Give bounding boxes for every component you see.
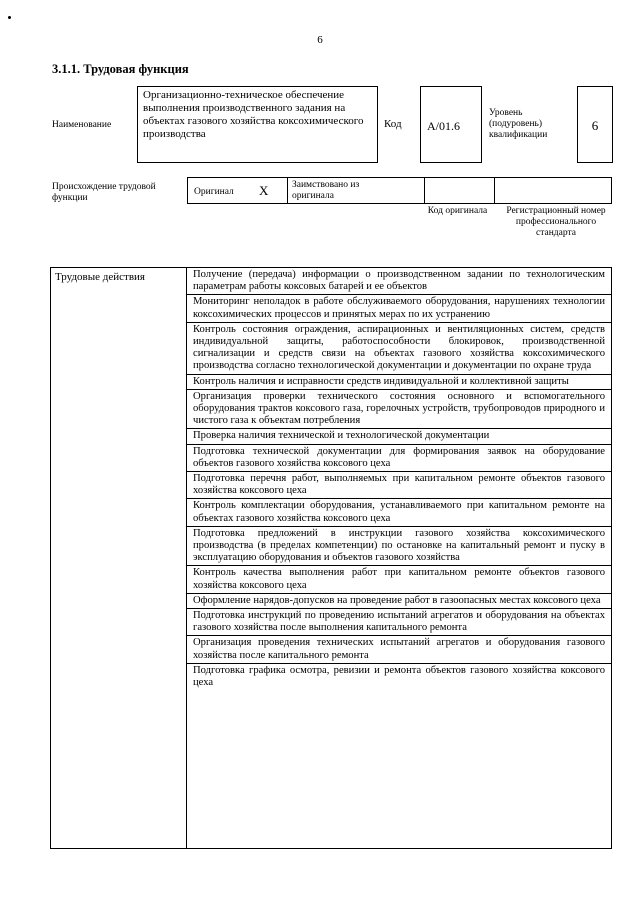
section-title: 3.1.1. Трудовая функция bbox=[52, 62, 189, 76]
table-row: Контроль наличия и исправности средств индивидуальной и коллективной защиты bbox=[187, 375, 611, 390]
table-row: Контроль состояния ограждения, аспирационных и вентиляционных систем, средств индивидуальной защиты, работоспособности блокировок, производственной сигнализации и средств связи на объектах газового хозяйства коксохимического производства согласно технологической документации и документации по охране труда bbox=[187, 323, 611, 375]
origin-divider-2 bbox=[424, 178, 425, 203]
name-value: Организационно-техническое обеспечение выполнения производственного задания на объектах газового хозяйства коксохимического производства bbox=[143, 89, 364, 140]
origin-divider-1 bbox=[287, 178, 288, 203]
reg-number-label: Регистрационный номер профессионального стандарта bbox=[506, 206, 606, 238]
name-label: Наименование bbox=[52, 120, 112, 130]
table-row: Мониторинг неполадок в работе обслуживаемого оборудования, нарушениях технологии коксохимических процессов и принятых мерах по их устранению bbox=[187, 295, 611, 322]
table-row: Получение (передача) информации о производственном задании по технологическим параметрам работы коксовых батарей и ее объектов bbox=[187, 268, 611, 295]
origin-label: Происхождение трудовой функции bbox=[52, 182, 156, 203]
code-original-label: Код оригинала bbox=[427, 206, 488, 216]
code-value: А/01.6 bbox=[427, 119, 460, 133]
table-row: Подготовка технической документации для формирования заявок на оборудование объектов газового хозяйства коксового цеха bbox=[187, 445, 611, 472]
scan-speck bbox=[8, 16, 11, 19]
level-label: Уровень (подуровень) квалификации bbox=[489, 108, 548, 140]
table-row: Подготовка перечня работ, выполняемых при капитальном ремонте объектов газового хозяйства коксового цеха bbox=[187, 472, 611, 499]
table-row: Оформление нарядов-допусков на проведение работ в газоопасных местах коксового цеха bbox=[187, 594, 611, 609]
table-row: Подготовка графика осмотра, ревизии и ремонта объектов газового хозяйства коксового цеха bbox=[193, 664, 605, 689]
table-row: Проверка наличия технической и технологической документации bbox=[187, 429, 611, 444]
origin-table bbox=[187, 177, 612, 204]
labor-actions-label: Трудовые действия bbox=[55, 271, 145, 283]
original-mark: Х bbox=[259, 183, 269, 198]
code-value-box bbox=[420, 86, 482, 163]
table-row: Подготовка предложений в инструкции газового хозяйства коксохимического производства (в пределах компетенции) по остановке на капитальный ремонт и пуску в эксплуатацию оборудования и объектов газового хозяйства bbox=[187, 527, 611, 567]
table-row: Контроль качества выполнения работ при капитальном ремонте объектов газового хозяйства коксового цеха bbox=[187, 566, 611, 593]
table-row: Организация проведения технических испытаний агрегатов и оборудования газового хозяйства после капитального ремонта bbox=[187, 636, 611, 663]
original-label: Оригинал bbox=[194, 187, 234, 197]
code-label: Код bbox=[384, 118, 402, 130]
labor-actions-table bbox=[50, 267, 612, 849]
labor-actions-list bbox=[187, 268, 611, 690]
level-value-box bbox=[577, 86, 613, 163]
table-row: Организация проверки технического состояния основного и вспомогательного оборудования трактов коксового газа, горелочных устройств, трубопроводов природного и чистого газа к объектам потребления bbox=[187, 390, 611, 430]
labor-actions-label-cell bbox=[51, 268, 187, 848]
borrowed-label: Заимствовано из оригинала bbox=[292, 180, 360, 201]
table-row: Подготовка инструкций по проведению испытаний агрегатов и оборудования на объектах газового хозяйства после выполнения капитального ремонта bbox=[187, 609, 611, 636]
page-number: 6 bbox=[317, 34, 323, 46]
table-row: Контроль комплектации оборудования, устанавливаемого при капитальном ремонте на объектах газового хозяйства коксового цеха bbox=[187, 499, 611, 526]
origin-divider-3 bbox=[494, 178, 495, 203]
name-value-box bbox=[137, 86, 378, 163]
level-value: 6 bbox=[591, 118, 599, 133]
